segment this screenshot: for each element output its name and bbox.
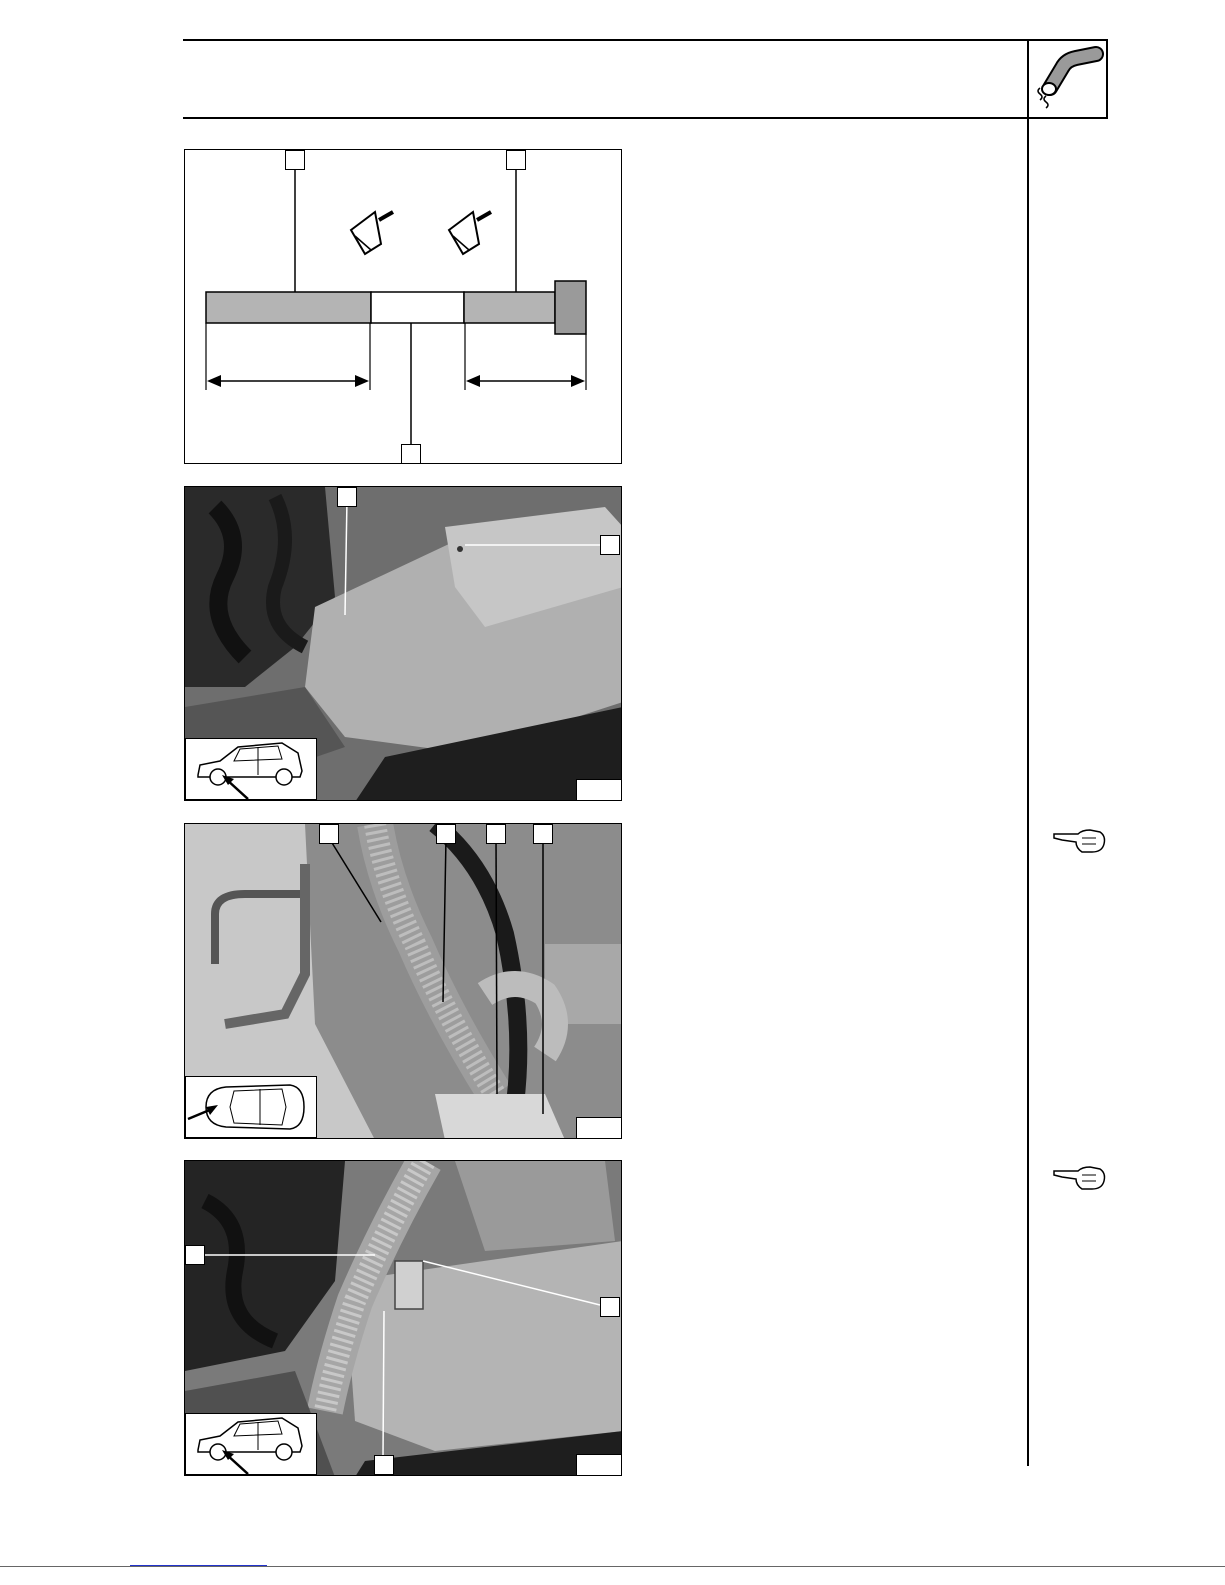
hacksaw-icon — [443, 210, 495, 256]
callout-box — [337, 487, 357, 507]
right-column-rule — [1027, 39, 1029, 1466]
pipe-cutting-diagram — [184, 149, 622, 464]
callout-box — [185, 1245, 205, 1265]
car-side-view-icon — [185, 1413, 317, 1475]
callout-box — [285, 150, 305, 170]
callout-box — [486, 824, 506, 844]
exhaust-pipe-icon — [1032, 42, 1104, 114]
photo-heat-shield — [184, 486, 622, 801]
footer-link[interactable] — [130, 1555, 267, 1566]
pointing-hand-icon — [1052, 1163, 1108, 1193]
photo-pipe-bracket — [184, 1160, 622, 1476]
icon-box-right-rule — [1106, 39, 1108, 119]
header-bottom-rule — [183, 117, 1108, 119]
callout-box — [533, 824, 553, 844]
callout-box — [401, 444, 421, 464]
photo-exhaust-routing — [184, 823, 622, 1139]
callout-box — [374, 1455, 394, 1475]
footer-rule — [0, 1566, 1225, 1567]
callout-box — [600, 1297, 620, 1317]
figure-reference — [576, 1454, 622, 1476]
callout-box — [506, 150, 526, 170]
car-top-view-icon — [185, 1076, 317, 1138]
callout-box — [436, 824, 456, 844]
callout-box — [600, 535, 620, 555]
hacksaw-icon — [345, 210, 397, 256]
car-side-view-icon — [185, 738, 317, 800]
pointing-hand-icon — [1052, 826, 1108, 856]
callout-box — [319, 824, 339, 844]
header-top-rule — [183, 39, 1108, 41]
figure-reference — [576, 779, 622, 801]
figure-reference — [576, 1117, 622, 1139]
